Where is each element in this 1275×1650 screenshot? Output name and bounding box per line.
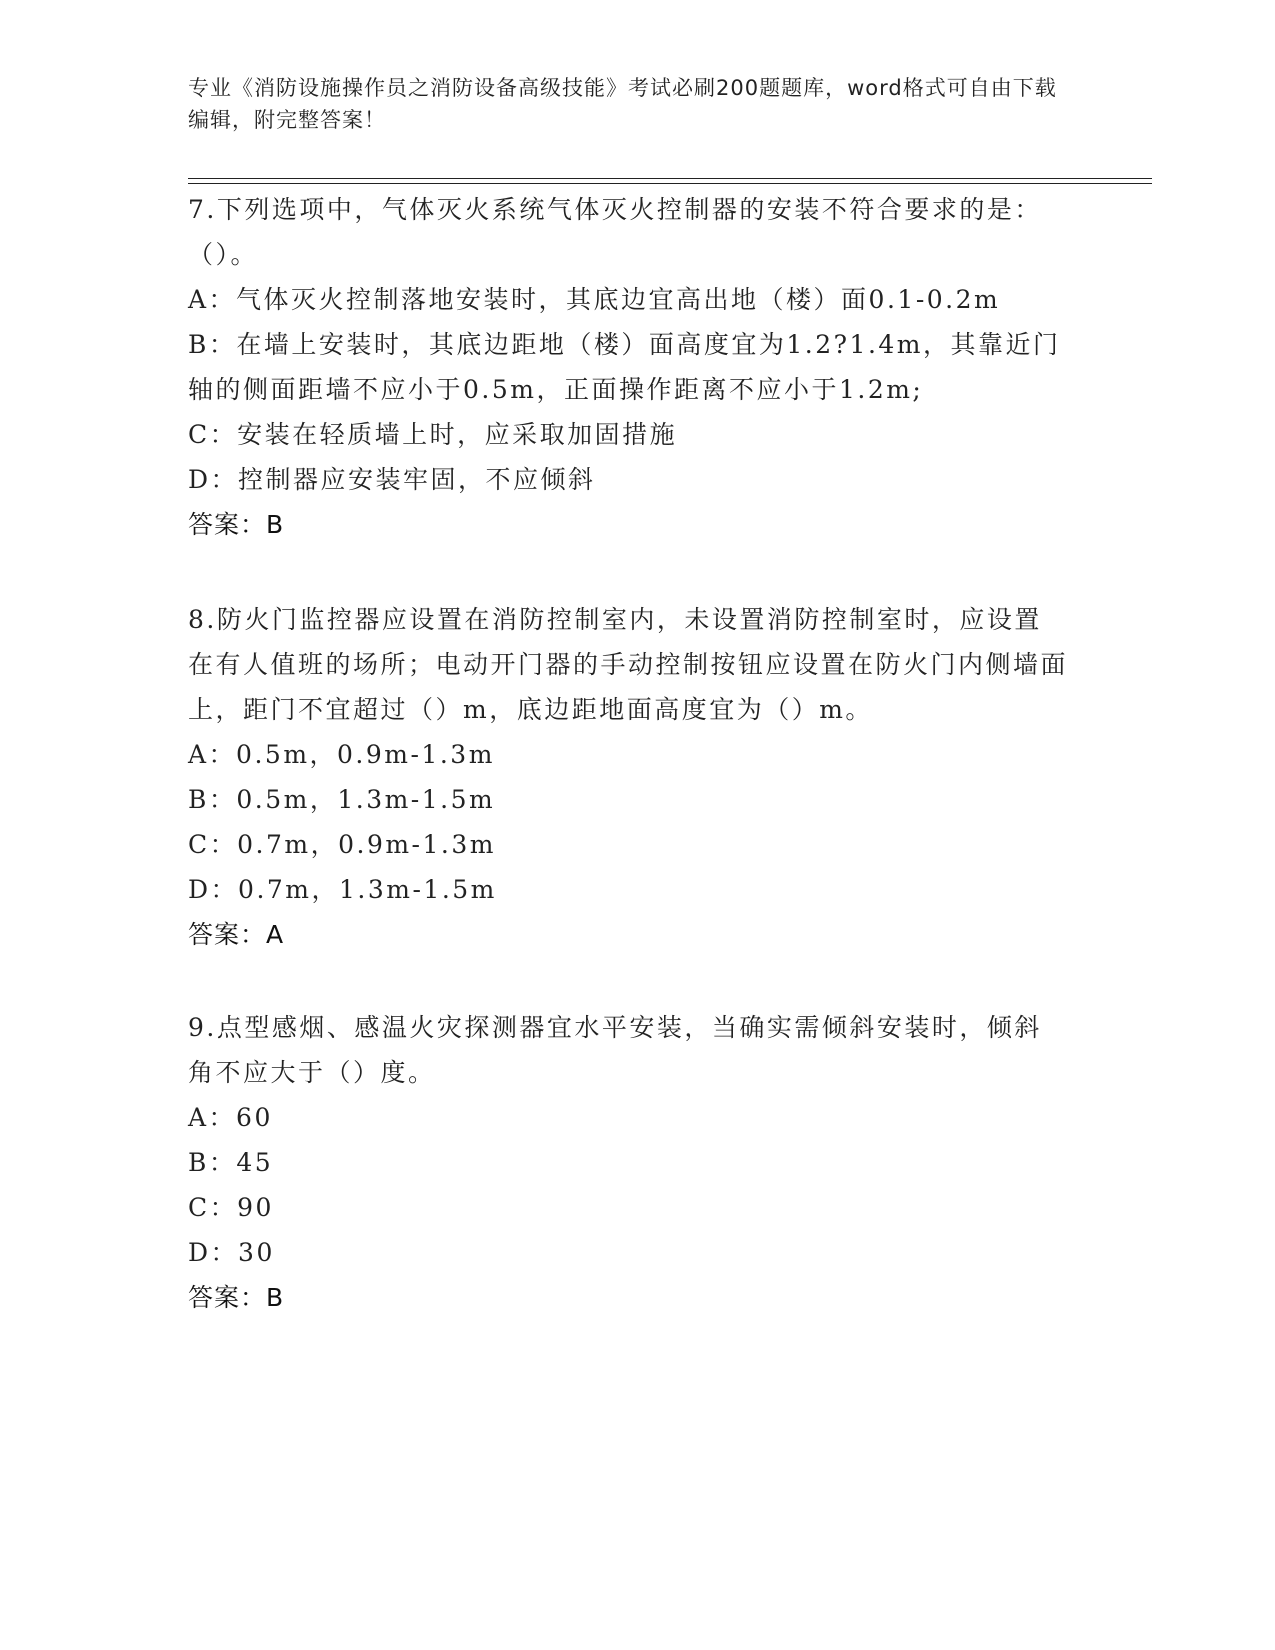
option-a: A：60 — [188, 1103, 273, 1132]
option-d: D：0.7m，1.3m-1.5m — [188, 875, 497, 904]
answer-label: 答案：B — [188, 510, 285, 539]
option-d: D：控制器应安装牢固，不应倾斜 — [188, 465, 596, 494]
question-9 — [188, 1005, 1068, 1320]
question-7 — [188, 187, 1068, 547]
option-c: C：安装在轻质墙上时，应采取加固措施 — [188, 420, 678, 449]
answer-label: 答案：A — [188, 920, 285, 949]
option-c: C：0.7m，0.9m-1.3m — [188, 830, 496, 859]
question-8 — [188, 597, 1068, 957]
header-divider-line-double — [188, 183, 1152, 184]
option-b: B：45 — [188, 1148, 274, 1177]
question-stem: 9.点型感烟、感温火灾探测器宜水平安装，当确实需倾斜安装时，倾斜角不应大于（）度。 — [188, 1013, 1042, 1087]
document-header: 专业《消防设施操作员之消防设备高级技能》考试必刷200题题库，word格式可自由下载编辑，附完整答案！ — [188, 76, 1057, 132]
header-divider-line — [188, 178, 1152, 179]
option-a: A：0.5m，0.9m-1.3m — [188, 740, 495, 769]
answer-label: 答案：B — [188, 1283, 285, 1312]
option-c: C：90 — [188, 1193, 274, 1222]
option-a: A：气体灭火控制落地安装时，其底边宜高出地（楼）面0.1-0.2m — [188, 285, 1001, 314]
question-stem: 7.下列选项中，气体灭火系统气体灭火控制器的安装不符合要求的是：（）。 — [188, 195, 1042, 269]
option-b: B：0.5m，1.3m-1.5m — [188, 785, 496, 814]
option-b: B：在墙上安装时，其底边距地（楼）面高度宜为1.2?1.4m，其靠近门轴的侧面距墙不应小于0.5m，正面操作距离不应小于1.2m; — [188, 330, 1061, 404]
question-stem: 8.防火门监控器应设置在消防控制室内，未设置消防控制室时，应设置在有人值班的场所；电动开门器的手动控制按钮应设置在防火门内侧墙面上，距门不宜超过（）m，底边距地面高度宜为（）m。 — [188, 605, 1069, 724]
option-d: D：30 — [188, 1238, 275, 1267]
